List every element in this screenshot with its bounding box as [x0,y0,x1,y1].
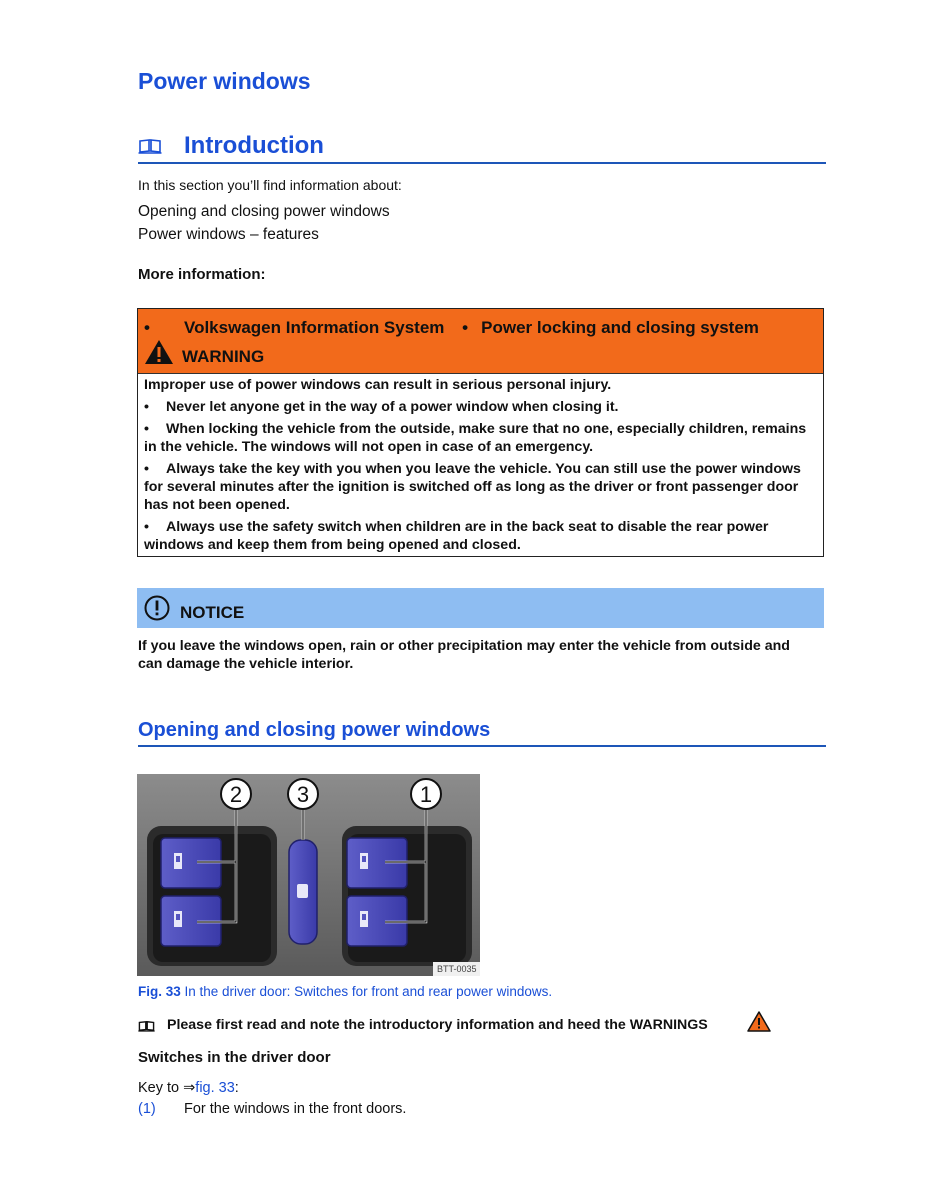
warning-triangle-icon [144,339,174,370]
callout-3 [288,779,318,809]
warning-intro: Improper use of power windows can result in serious personal injury. [144,377,612,393]
svg-text:3: 3 [296,782,310,807]
intro-lead: In this section you’ll find information about: [138,177,402,193]
section-title: Opening and closing power windows [138,719,491,741]
switch-figure [137,774,480,976]
warning-header [138,309,823,374]
warning-bullet: • Always use the safety switch when children are in the back seat to disable the rear power windows and keep them from being opened and closed. [144,519,769,553]
warning-triangle-icon[interactable] [747,1011,771,1037]
warning-references: • Volkswagen Information System • Power locking and closing system [144,318,759,337]
key-item-number: (1) [138,1101,156,1117]
notice-text: If you leave the windows open, rain or other precipitation may enter the vehicle from outside and can damage the vehicle interior. [138,638,790,672]
key-item [138,1101,406,1117]
svg-text:1: 1 [419,782,433,807]
section-heading [138,719,826,747]
exclamation-circle-icon [143,594,171,627]
intro-title: Introduction [184,132,324,159]
svg-text:2: 2 [229,782,243,807]
read-first-note [138,1010,828,1038]
warning-bullet: • When locking the vehicle from the outside, make sure that no one, especially children, remains in the vehicle. The windows will not open in case of an emergency. [144,421,807,455]
warning-title: WARNING [182,347,265,366]
figure-code: BTT-0035 [437,964,477,974]
topic-link[interactable]: Power windows – features [138,226,319,243]
warning-box [137,308,824,557]
page-title: Power windows [138,68,311,94]
notice-title: NOTICE [180,603,245,622]
reference-link[interactable]: Power locking and closing system [481,318,759,337]
warning-bullet: • Always take the key with you when you leave the vehicle. You can still use the power windows for several minutes after the ignition is switched off as long as the driver or front passenger door has not been opened. [144,461,801,513]
book-icon [138,138,162,159]
callout-2 [221,779,251,809]
more-info-label: More information: [138,266,266,283]
switches-heading: Switches in the driver door [138,1049,331,1066]
reference-link[interactable]: Volkswagen Information System [184,318,445,337]
intro-heading [138,130,826,164]
notice-header [137,588,824,628]
read-first-text: Please first read and note the introductory information and heed the WARNINGS [167,1017,708,1033]
key-item-text: For the windows in the front doors. [184,1101,407,1117]
figure-caption: Fig. 33 In the driver door: Switches for front and rear power windows. [138,984,553,999]
warning-body [144,376,816,558]
topic-link[interactable]: Opening and closing power windows [138,203,390,220]
warning-bullet: • Never let anyone get in the way of a power window when closing it. [144,399,619,415]
key-to-line: Key to ⇒fig. 33: [138,1080,239,1096]
figure-link[interactable]: fig. 33 [195,1080,235,1096]
book-icon [138,1019,155,1037]
callout-1 [411,779,441,809]
